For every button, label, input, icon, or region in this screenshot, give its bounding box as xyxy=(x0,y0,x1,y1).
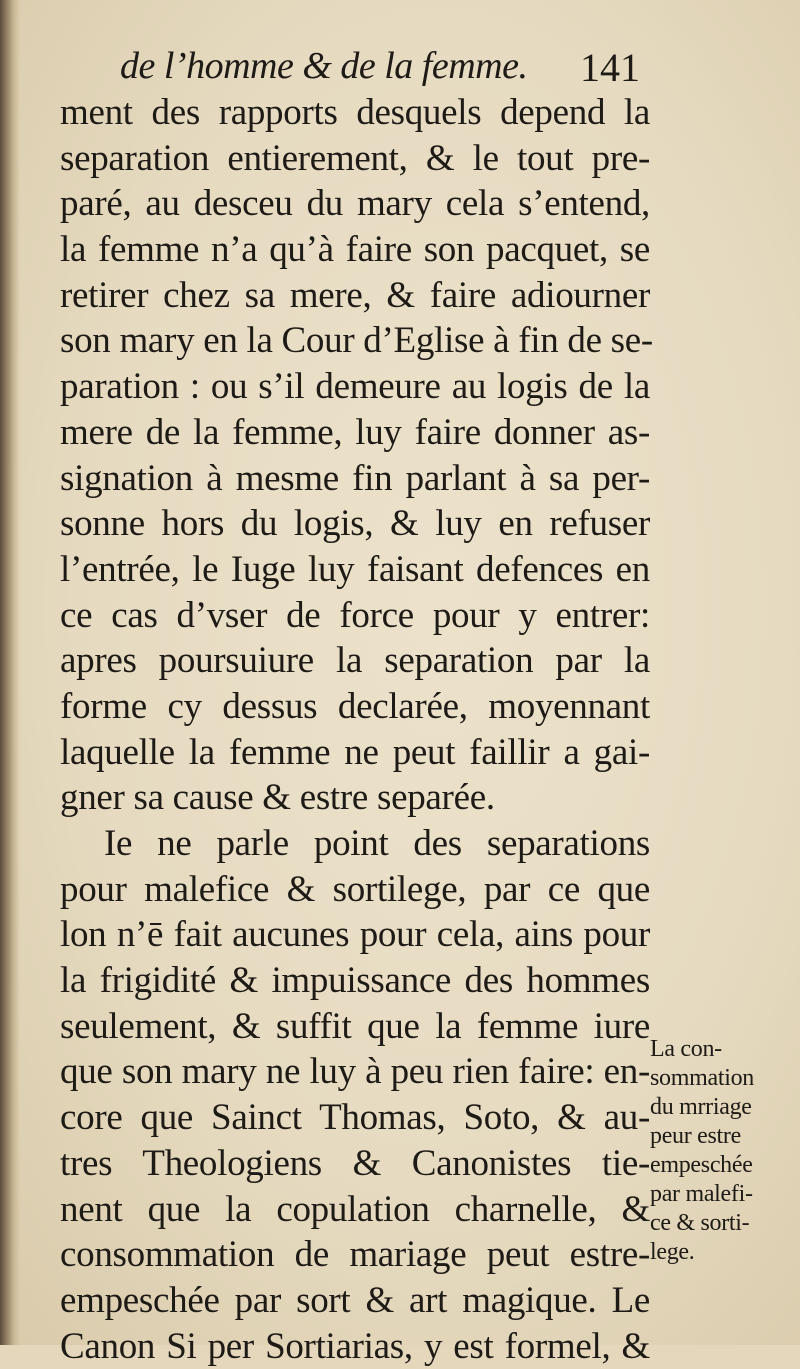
text-line: la femme n’a qu’à faire son pacquet, se xyxy=(60,229,650,271)
text-line: que son mary ne luy à peu rien faire: en- xyxy=(60,1051,650,1093)
text-line: consommation de mariage peut estre- xyxy=(60,1234,650,1276)
text-line: nent que la copulation charnelle, & xyxy=(60,1188,650,1230)
marginal-note-line: du mrriage xyxy=(650,1094,752,1120)
text-line: lon n’ē fait aucunes pour cela, ains pour xyxy=(60,914,650,956)
marginal-note-line: empeschée xyxy=(650,1152,753,1178)
text-line: separation entierement, & le tout pre- xyxy=(60,137,650,179)
text-line: mere de la femme, luy faire donner as- xyxy=(60,411,650,453)
main-text-block xyxy=(60,90,653,1369)
marginal-note xyxy=(650,1035,785,1267)
page-gutter-shadow xyxy=(0,0,20,1345)
text-line: Canon Si per Sortiarias, y est formel, & xyxy=(60,1325,650,1367)
marginal-note-line: ce & sorti- xyxy=(650,1210,750,1236)
text-line: apres poursuiure la separation par la xyxy=(60,640,650,682)
text-line: core que Sainct Thomas, Soto, & au- xyxy=(60,1097,650,1139)
text-line: pour malefice & sortilege, par ce que xyxy=(60,868,650,910)
text-line: signation à mesme fin parlant à sa per- xyxy=(60,457,650,499)
text-line: retirer chez sa mere, & faire adiourner xyxy=(60,274,650,316)
text-line: sonne hors du logis, & luy en refuser xyxy=(60,503,650,545)
text-line: l’entrée, le Iuge luy faisant defences en xyxy=(60,548,650,590)
marginal-note-line: par malefi- xyxy=(650,1181,753,1207)
text-line: forme cy dessus declarée, moyennant xyxy=(60,685,650,727)
text-line: tres Theologiens & Canonistes tie- xyxy=(60,1142,650,1184)
page-header xyxy=(120,44,640,96)
marginal-note-line: peur estre xyxy=(650,1123,741,1149)
running-title: de l’homme & de la femme. xyxy=(120,45,528,87)
marginal-note-line: lege. xyxy=(650,1239,695,1265)
text-line: empeschée par sort & art magique. Le xyxy=(60,1279,650,1321)
text-line: ment des rapports desquels depend la xyxy=(60,92,650,133)
text-line: la frigidité & impuissance des hommes xyxy=(60,960,650,1002)
page-number: 141 xyxy=(580,45,640,90)
text-line: paration : ou s’il demeure au logis de la xyxy=(60,366,650,408)
text-line: seulement, & suffit que la femme iure xyxy=(60,1005,650,1047)
paragraph-start-line: Ie ne parle point des separations xyxy=(104,823,650,864)
marginal-note-line: La con- xyxy=(650,1036,722,1062)
marginal-note-line: sommation xyxy=(650,1065,754,1091)
text-line: laquelle la femme ne peut faillir a gai- xyxy=(60,731,650,773)
text-line: son mary en la Cour d’Eglise à fin de se- xyxy=(60,320,653,362)
paragraph-end-line: gner sa cause & estre separée. xyxy=(60,777,495,819)
text-line: paré, au desceu du mary cela s’entend, xyxy=(60,183,650,225)
text-line: ce cas d’vser de force pour y entrer: xyxy=(60,594,650,636)
